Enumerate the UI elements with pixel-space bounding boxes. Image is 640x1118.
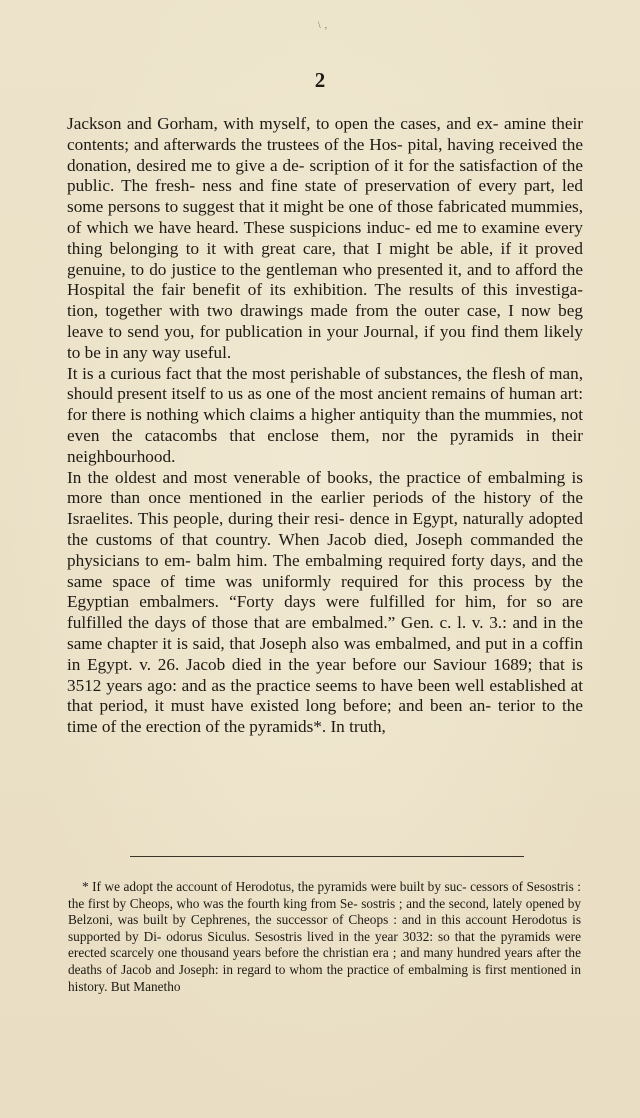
page-specks: \ , xyxy=(318,20,329,30)
footnote xyxy=(68,879,581,995)
footnote-text: * If we adopt the account of Herodotus, the pyramids were built by suc- cessors of Sesostris : the first by Cheops, who was the fourth king from Se- sostris ; and the second, lately opened by Belzoni, was built by Cephrenes, the successor of Cheops : and in this account Herodotus is supported by Di- odorus Siculus. Sesostris lived in the year 3032: so that the pyramids were erected scarcely one thousand years before the christian era ; and many hundred years after the deaths of Jacob and Joseph: in regard to whom the practice of embalming is first mentioned in history. But Manetho xyxy=(68,879,581,994)
paragraph-3: In the oldest and most venerable of books, the practice of embalming is more than once mentioned in the earlier periods of the history of the Israelites. This people, during their resi- dence in Egypt, naturally adopted the customs of that country. When Jacob died, Joseph commanded the physicians to em- balm him. The embalming required forty days, and the same space of time was uniformly required for this process by the Egyptian embalmers. “Forty days were fulfilled for him, for so are fulfilled the days of those that are embalmed.” Gen. c. l. v. 3.: and in the same chapter it is said, that Joseph also was embalmed, and put in a coffin in Egypt. v. 26. Jacob died in the year before our Saviour 1689; that is 3512 years ago: and as the practice seems to have been well established at that period, it must have existed long before; and been an- terior to the time of the erection of the pyramids*. In truth, xyxy=(67,467,583,737)
paragraph-1: Jackson and Gorham, with myself, to open the cases, and ex- amine their contents; and afterwards the trustees of the Hos- pital, having received the donation, desired me to give a de- scription of it for the satisfaction of the public. The fresh- ness and fine state of preservation of every part, led some persons to suggest that it might be one of those fabricated mummies, of which we have heard. These suspicions induc- ed me to examine every thing belonging to it with great care, that I might be able, if it proved genuine, to do justice to the gentleman who presented it, and to afford the Hospital the fair benefit of its exhibition. The results of this investiga- tion, together with two drawings made from the outer case, I now beg leave to send you, for publication in your Journal, if you find them likely to be in any way useful. xyxy=(67,114,583,362)
body-text xyxy=(67,114,583,738)
footnote-divider xyxy=(130,856,524,857)
page-number: 2 xyxy=(314,68,326,92)
paragraph-2: It is a curious fact that the most perishable of substances, the flesh of man, should present itself to us as one of the most ancient remains of human art: for there is nothing which claims a higher antiquity than the mummies, not even the catacombs that enclose them, nor the pyramids in their neighbourhood. xyxy=(67,363,583,466)
